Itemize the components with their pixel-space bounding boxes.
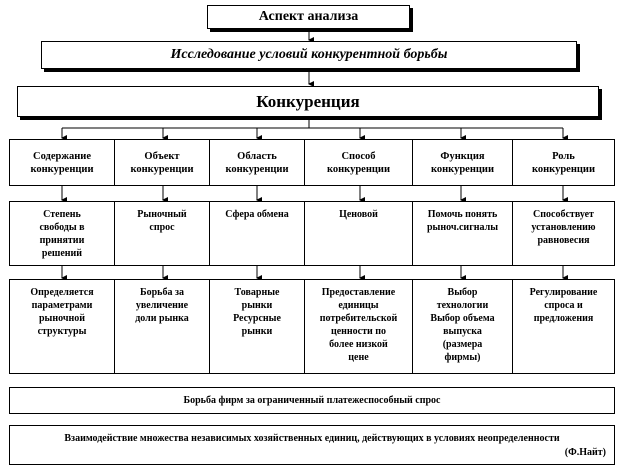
author-label: (Ф.Найт) xyxy=(564,447,606,458)
header-function: Функция конкуренции xyxy=(412,139,513,186)
interaction-box xyxy=(9,425,615,465)
study-box xyxy=(41,41,577,69)
interaction-label: Взаимодействие множества независимых хозяйственных единиц, действующих в условиях неопределенности xyxy=(64,433,560,444)
row2-object: Борьба за увеличение доли рынка xyxy=(114,279,210,374)
struggle-box xyxy=(9,387,615,414)
row2-function: Выбор технологии Выбор объема выпуска (размера фирмы) xyxy=(412,279,513,374)
study-label: Исследование условий конкурентной борьбы xyxy=(170,47,448,62)
header-content: Содержание конкуренции xyxy=(9,139,115,186)
aspect-label: Аспект анализа xyxy=(258,9,359,24)
row2-role: Регулирование спроса и предложения xyxy=(512,279,615,374)
row1-content: Степень свободы в принятии решений xyxy=(9,201,115,266)
row1-method: Ценовой xyxy=(304,201,413,266)
row2-area: Товарные рынки Ресурсные рынки xyxy=(209,279,305,374)
row2-method: Предоставление единицы потребительской ценности по более низкой цене xyxy=(304,279,413,374)
row1-object: Рыночный спрос xyxy=(114,201,210,266)
competition-label: Конкуренция xyxy=(256,91,360,111)
aspect-box xyxy=(207,5,410,29)
competition-box xyxy=(17,86,599,117)
row1-area: Сфера обмена xyxy=(209,201,305,266)
header-object: Объект конкуренции xyxy=(114,139,210,186)
row1-function: Помочь понять рыноч.сигналы xyxy=(412,201,513,266)
header-method: Способ конкуренции xyxy=(304,139,413,186)
row1-role: Способствует установлению равновесия xyxy=(512,201,615,266)
header-role: Роль конкуренции xyxy=(512,139,615,186)
row2-content: Определяется параметрами рыночной структуры xyxy=(9,279,115,374)
struggle-label: Борьба фирм за ограниченный платежеспособный спрос xyxy=(183,395,441,406)
header-area: Область конкуренции xyxy=(209,139,305,186)
